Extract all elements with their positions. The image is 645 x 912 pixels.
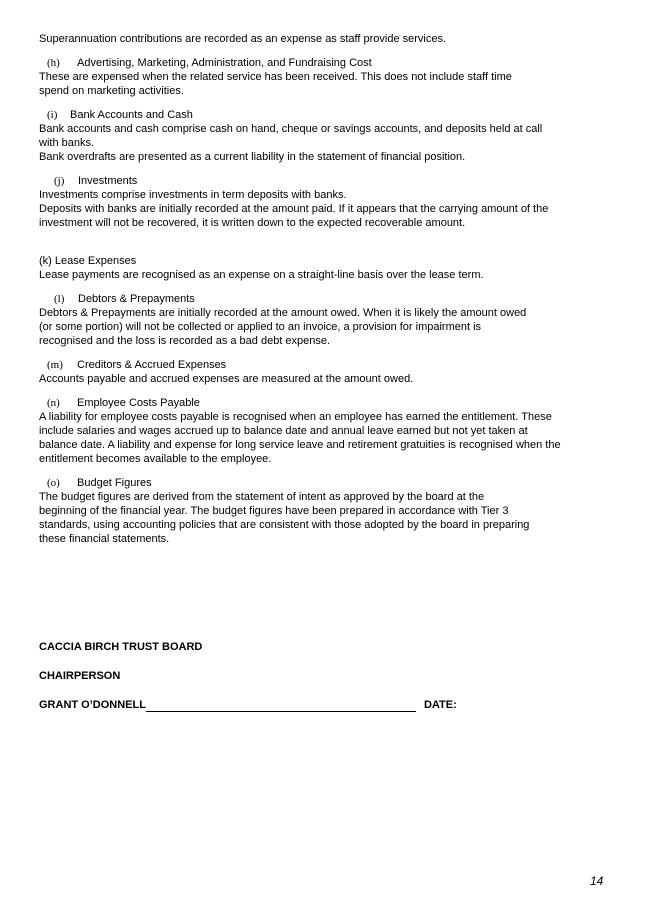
section-l <box>39 292 609 348</box>
signature-date-label: DATE: <box>423 699 457 711</box>
section-h-line: spend on marketing activities. <box>39 85 184 97</box>
section-n-title: Employee Costs Payable <box>77 397 200 409</box>
section-o-line: The budget figures are derived from the statement of intent as approved by the board at the <box>39 491 485 503</box>
section-n <box>39 396 609 466</box>
section-j-line: Deposits with banks are initially recorded at the amount paid. If it appears that the carrying amount of the <box>39 203 549 215</box>
signature-role: CHAIRPERSON <box>39 670 121 682</box>
section-j-mark: (j) <box>54 175 65 187</box>
section-m-title: Creditors & Accrued Expenses <box>77 359 227 371</box>
section-j-title: Investments <box>78 175 138 187</box>
section-o-line: standards, using accounting policies that are consistent with those adopted by the board in preparing <box>39 519 530 531</box>
section-l-line: (or some portion) will not be collected or applied to an invoice, a provision for impairment is <box>39 321 482 333</box>
section-n-line: include salaries and wages accrued up to balance date and annual leave earned but not yet taken at <box>39 425 528 437</box>
section-o-mark: (o) <box>47 477 60 489</box>
section-h-mark: (h) <box>47 57 60 69</box>
section-i-line: Bank accounts and cash comprise cash on hand, cheque or savings accounts, and deposits held at call <box>39 123 543 135</box>
signature-line <box>39 698 457 712</box>
section-n-line: A liability for employee costs payable is recognised when an employee has earned the entitlement. These <box>39 411 552 423</box>
intro-line: Superannuation contributions are recorded as an expense as staff provide services. <box>39 33 447 45</box>
document-page <box>39 32 609 711</box>
page-number: 14 <box>590 874 604 888</box>
signature-underline <box>146 700 416 712</box>
section-n-line: balance date. A liability and expense for long service leave and retirement gratuities is recognised when the <box>39 439 561 451</box>
section-m-mark: (m) <box>47 359 63 371</box>
section-h <box>39 56 609 98</box>
section-j-line: Investments comprise investments in term deposits with banks. <box>39 189 347 201</box>
section-k <box>39 254 609 282</box>
section-n-mark: (n) <box>47 397 60 409</box>
section-m-line: Accounts payable and accrued expenses are measured at the amount owed. <box>39 373 414 385</box>
section-j-line: investment will not be recovered, it is written down to the expected recoverable amount. <box>39 217 466 229</box>
signature-block <box>39 640 457 712</box>
section-k-line: Lease payments are recognised as an expense on a straight-line basis over the lease term. <box>39 269 484 281</box>
section-o-title: Budget Figures <box>77 477 152 489</box>
section-h-line: These are expensed when the related service has been received. This does not include staff time <box>39 71 512 83</box>
section-o-line: these financial statements. <box>39 533 170 545</box>
section-l-mark: (l) <box>54 293 65 305</box>
section-m <box>39 358 609 386</box>
section-k-title: (k) Lease Expenses <box>39 255 137 267</box>
signature-name: GRANT O’DONNELL <box>39 699 146 711</box>
section-l-line: Debtors & Prepayments are initially recorded at the amount owed. When it is likely the amount owed <box>39 307 527 319</box>
section-n-line: entitlement becomes available to the employee. <box>39 453 272 465</box>
section-j <box>39 174 609 230</box>
section-i-line: Bank overdrafts are presented as a current liability in the statement of financial position. <box>39 151 466 163</box>
section-i <box>39 108 609 164</box>
section-i-title: Bank Accounts and Cash <box>70 109 193 121</box>
section-o <box>39 476 609 546</box>
section-i-mark: (i) <box>47 109 58 121</box>
section-l-line: recognised and the loss is recorded as a bad debt expense. <box>39 335 331 347</box>
section-l-title: Debtors & Prepayments <box>78 293 195 305</box>
section-h-title: Advertising, Marketing, Administration, and Fundraising Cost <box>77 57 372 69</box>
section-i-line: with banks. <box>39 137 95 149</box>
section-o-line: beginning of the financial year. The budget figures have been prepared in accordance with Tier 3 <box>39 505 509 517</box>
signature-org: CACCIA BIRCH TRUST BOARD <box>39 641 203 653</box>
